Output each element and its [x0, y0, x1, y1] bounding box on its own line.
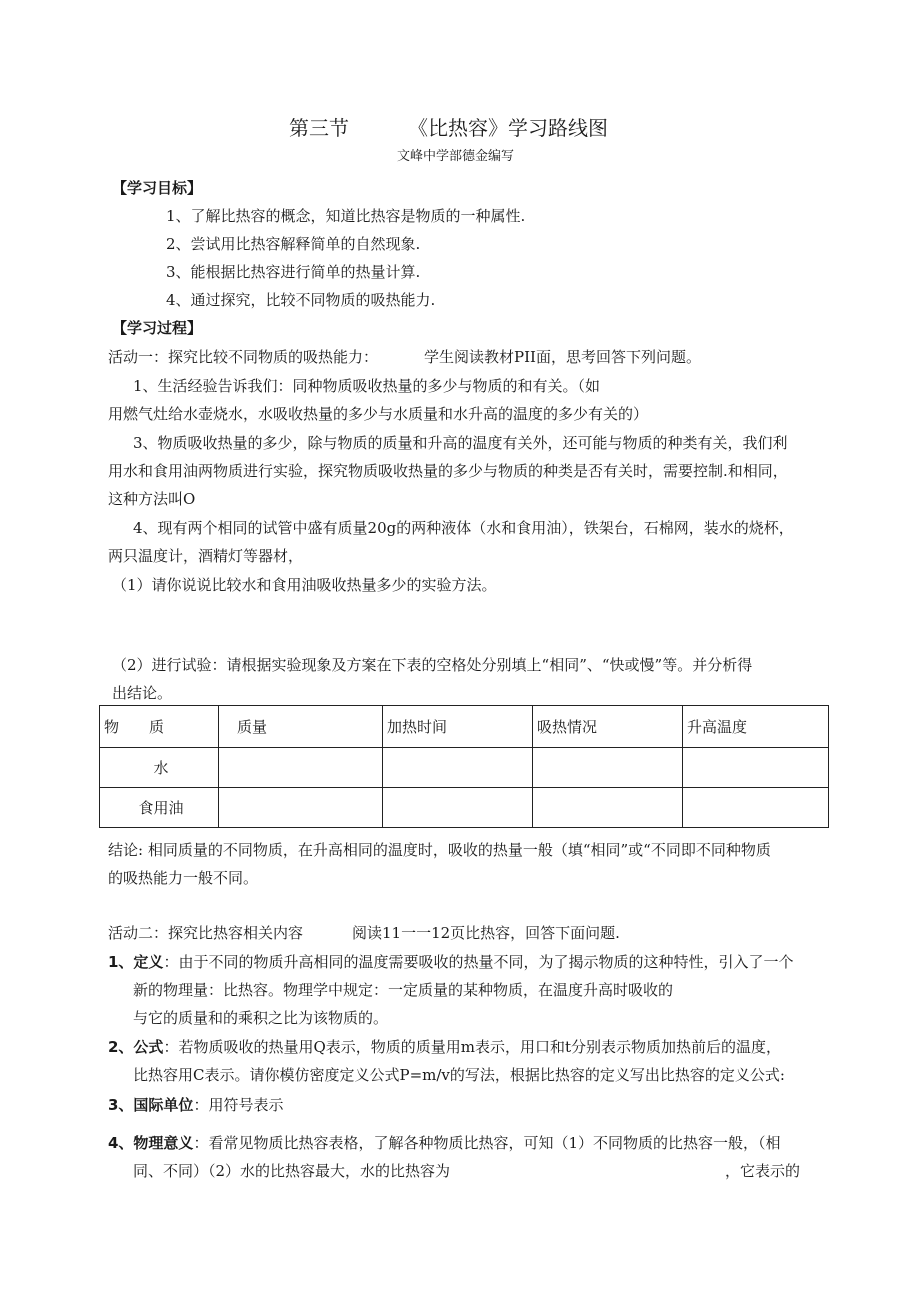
table-cell-blank[interactable]	[219, 748, 383, 788]
question-1-line: 用燃气灶给水壶烧水，水吸收热量的多少与水质量和水升高的温度的多少有关的）	[108, 405, 649, 423]
question-4-sub-2: 出结论。	[112, 684, 173, 702]
table-cell-blank[interactable]	[533, 748, 683, 788]
unit-label: 3、国际单位	[108, 1096, 194, 1114]
table-cell-substance: 水	[100, 748, 219, 788]
objective-item: 2、尝试用比热容解释简单的自然现象.	[166, 235, 421, 253]
experiment-table	[99, 705, 829, 828]
table-header-cell: 吸热情况	[533, 706, 683, 748]
table-cell-blank[interactable]	[683, 748, 829, 788]
formula-label: 2、公式	[108, 1038, 164, 1056]
objective-item: 4、通过探究，比较不同物质的吸热能力.	[166, 291, 436, 309]
table-row	[100, 788, 829, 828]
activity1-title: 活动一：探究比较不同物质的吸热能力：	[108, 348, 379, 366]
formula-text: ：若物质吸收的热量用Q表示，物质的质量用m表示，用口和t分别表示物质加热前后的温度，	[163, 1038, 781, 1056]
table-cell-blank[interactable]	[683, 788, 829, 828]
process-heading: 【学习过程】	[112, 319, 203, 337]
unit-text: ：用符号表示	[193, 1096, 284, 1114]
meaning-label: 4、物理意义	[108, 1134, 194, 1152]
question-4-line: 4、现有两个相同的试管中盛有质量20g的两种液体（水和食用油），铁架台，石棉网，装水的烧杯，	[133, 519, 794, 537]
author-line: 文峰中学部德金编写	[397, 149, 515, 164]
question-3-line: 用水和食用油两物质进行实验，探究物质吸收热量的多少与物质的种类是否有关时，需要控制.和相同，	[108, 462, 788, 480]
question-3-line: 3、物质吸收热量的多少，除与物质的质量和升高的温度有关外，还可能与物质的种类有关，我们利	[133, 434, 788, 452]
table-cell-blank[interactable]	[383, 788, 533, 828]
section-number: 第三节	[289, 116, 349, 140]
table-cell-blank[interactable]	[383, 748, 533, 788]
question-4-sub-1: （1）请你说说比较水和食用油吸收热量多少的实验方法。	[112, 576, 497, 594]
question-1-line: 1、生活经验告诉我们：同种物质吸收热量的多少与物质的和有关。（如	[133, 377, 601, 395]
table-cell-blank[interactable]	[219, 788, 383, 828]
objective-item: 3、能根据比热容进行简单的热量计算.	[166, 263, 421, 281]
meaning-line: 同、不同）（2）水的比热容最大，水的比热容为	[133, 1162, 451, 1180]
conclusion-line: 结论: 相同质量的不同物质，在升高相同的温度时，吸收的热量一般（填“相同”或“不同即不同种物质	[108, 841, 771, 859]
definition-label: 1、定义	[108, 953, 164, 971]
definition-line	[108, 952, 793, 972]
activity2-reading: 阅读11一一12页比热容，回答下面问题.	[352, 924, 620, 942]
table-header-cell: 物 质	[100, 706, 219, 748]
definition-line: 新的物理量：比热容。物理学中规定：一定质量的某种物质，在温度升高时吸收的	[133, 981, 674, 999]
question-4-sub-2: （2）进行试验：请根据实验现象及方案在下表的空格处分别填上“相同”、“快或慢”等。并分析得	[112, 656, 753, 674]
unit-line	[108, 1095, 283, 1115]
page-title: 《比热容》学习路线图	[408, 116, 608, 140]
meaning-line	[108, 1133, 781, 1153]
table-header-cell: 升高温度	[683, 706, 829, 748]
objective-item: 1、了解比热容的概念，知道比热容是物质的一种属性.	[166, 207, 526, 225]
question-3-line: 这种方法叫O	[108, 490, 196, 508]
definition-line: 与它的质量和的乘积之比为该物质的。	[133, 1009, 389, 1027]
formula-line	[108, 1037, 781, 1057]
table-cell-blank[interactable]	[533, 788, 683, 828]
table-header-row	[100, 706, 829, 748]
formula-line: 比热容用C表示。请你模仿密度定义公式P=m/v的写法，根据比热容的定义写出比热容的定义公式:	[133, 1066, 785, 1084]
table-row	[100, 748, 829, 788]
activity1-reading: 学生阅读教材PII面，思考回答下列问题。	[424, 348, 701, 366]
meaning-line: ，它表示的	[725, 1162, 801, 1180]
table-header-cell: 加热时间	[383, 706, 533, 748]
meaning-text: ：看常见物质比热容表格，了解各种物质比热容，可知（1）不同物质的比热容一般，（相	[193, 1134, 781, 1152]
conclusion-line: 的吸热能力一般不同。	[108, 869, 259, 887]
activity2-title: 活动二：探究比热容相关内容	[108, 924, 304, 942]
table-cell-substance: 食用油	[100, 788, 219, 828]
table-header-cell: 质量	[219, 706, 383, 748]
objectives-heading: 【学习目标】	[112, 179, 203, 197]
question-4-line: 两只温度计，酒精灯等器材，	[108, 547, 304, 565]
definition-text: ：由于不同的物质升高相同的温度需要吸收的热量不同，为了揭示物质的这种特性，引入了一个	[163, 953, 794, 971]
